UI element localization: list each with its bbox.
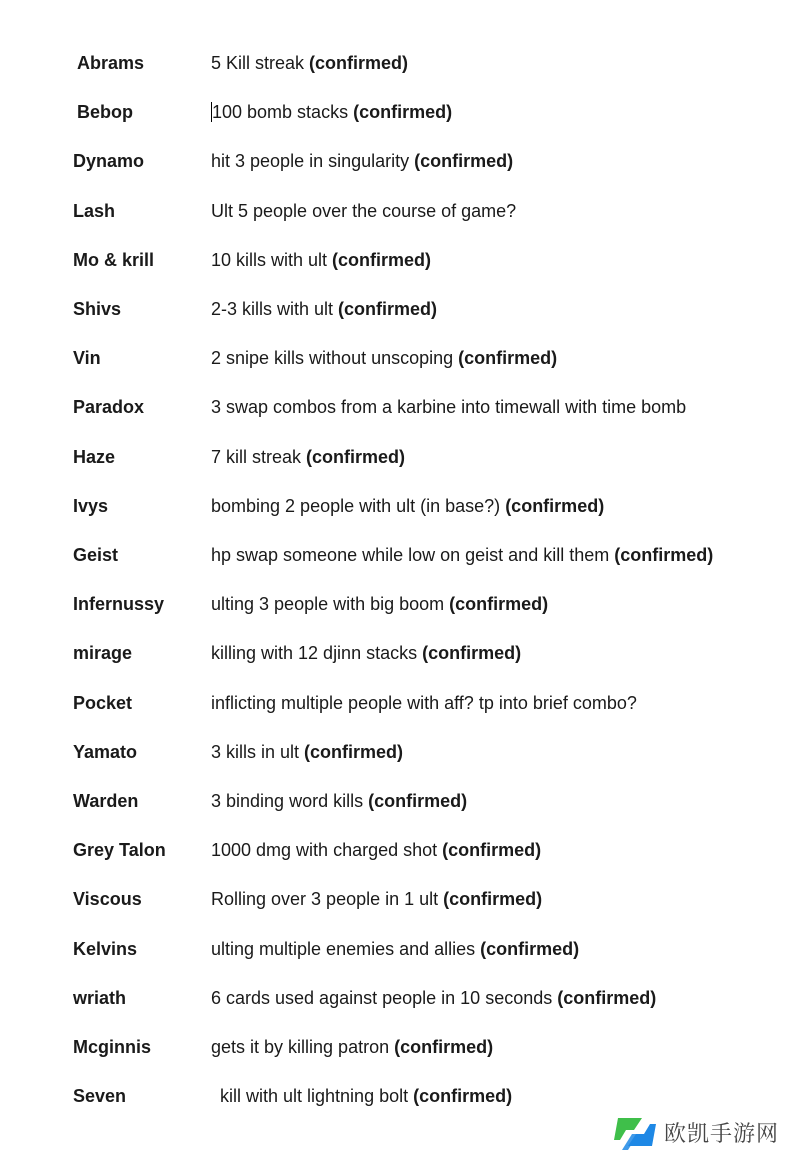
table-row: [0, 638, 800, 668]
table-row: [0, 294, 800, 324]
confirmed-label: (confirmed): [458, 348, 558, 368]
description-text: 3 binding word kills: [211, 791, 369, 811]
table-row: [0, 343, 800, 373]
table-row: [0, 786, 800, 816]
confirmed-label: (confirmed): [338, 299, 438, 319]
achievement-description: [211, 589, 548, 619]
table-row: [0, 884, 800, 914]
achievement-description: [211, 983, 656, 1013]
hero-name: Yamato: [73, 742, 138, 762]
confirmed-label: (confirmed): [505, 496, 605, 516]
description-text: 5 Kill streak: [211, 53, 310, 73]
table-row: [0, 737, 800, 767]
description-text: killing with 12 djinn stacks: [211, 643, 423, 663]
description-text: ulting 3 people with big boom: [211, 594, 450, 614]
hero-name: Dynamo: [73, 151, 145, 171]
description-text: 7 kill streak: [211, 447, 307, 467]
table-row: [0, 934, 800, 964]
confirmed-label: (confirmed): [413, 1086, 513, 1106]
table-row: [0, 688, 800, 718]
description-text: ulting multiple enemies and allies: [211, 939, 481, 959]
confirmed-label: (confirmed): [557, 988, 657, 1008]
table-row: [0, 442, 800, 472]
achievement-description: [211, 540, 713, 570]
hero-name: Ivys: [73, 496, 109, 516]
hero-name: Lash: [73, 201, 116, 221]
hero-name: Abrams: [77, 53, 145, 73]
confirmed-label: (confirmed): [442, 840, 542, 860]
confirmed-label: (confirmed): [353, 102, 453, 122]
description-text: inflicting multiple people with aff? tp into brief combo?: [211, 693, 637, 713]
description-text: 1000 dmg with charged shot: [211, 840, 443, 860]
achievement-description: [211, 737, 403, 767]
achievement-description: [211, 294, 437, 324]
description-text: kill with ult lightning bolt: [215, 1086, 414, 1106]
description-text: Rolling over 3 people in 1 ult: [211, 889, 444, 909]
confirmed-label: (confirmed): [306, 447, 406, 467]
description-text: hit 3 people in singularity: [211, 151, 415, 171]
achievement-description: [211, 1032, 493, 1062]
hero-name: Mcginnis: [73, 1037, 152, 1057]
table-row: [0, 196, 800, 226]
confirmed-label: (confirmed): [443, 889, 543, 909]
hero-name: Viscous: [73, 889, 142, 909]
hero-name: Pocket: [73, 693, 133, 713]
confirmed-label: (confirmed): [480, 939, 580, 959]
table-row: [0, 540, 800, 570]
hero-name: Vin: [73, 348, 101, 368]
hero-name: Infernussy: [73, 594, 165, 614]
achievement-description: [211, 638, 521, 668]
table-row: [0, 589, 800, 619]
description-text: 2 snipe kills without unscoping: [211, 348, 459, 368]
description-text: 3 kills in ult: [211, 742, 305, 762]
table-row: [0, 245, 800, 275]
watermark: [612, 1110, 794, 1154]
ok-brand-logo-icon: [612, 1110, 658, 1154]
achievement-description: [211, 97, 452, 127]
table-row: [0, 97, 800, 127]
confirmed-label: (confirmed): [309, 53, 409, 73]
description-text: 3 swap combos from a karbine into timewall with time bomb: [211, 397, 687, 417]
confirmed-label: (confirmed): [614, 545, 714, 565]
confirmed-label: (confirmed): [394, 1037, 494, 1057]
hero-name: Bebop: [77, 102, 133, 122]
hero-name: Mo & krill: [73, 250, 155, 270]
hero-name: Grey Talon: [73, 840, 166, 860]
table-row: [0, 1032, 800, 1062]
hero-name: Warden: [73, 791, 139, 811]
description-text: 10 kills with ult: [211, 250, 333, 270]
confirmed-label: (confirmed): [368, 791, 468, 811]
achievement-description: [211, 491, 604, 521]
hero-name: Geist: [73, 545, 119, 565]
table-row: [0, 491, 800, 521]
achievement-description: [211, 688, 637, 718]
achievement-description: [211, 392, 686, 422]
confirmed-label: (confirmed): [332, 250, 432, 270]
description-text: 100 bomb stacks: [212, 102, 354, 122]
description-text: 6 cards used against people in 10 seconds: [211, 988, 558, 1008]
achievement-description: [211, 934, 579, 964]
description-text: bombing 2 people with ult (in base?): [211, 496, 506, 516]
achievement-description: [211, 146, 513, 176]
hero-name: wriath: [73, 988, 127, 1008]
table-row: [0, 1081, 800, 1111]
hero-name: Seven: [73, 1086, 127, 1106]
achievement-description: [211, 786, 467, 816]
confirmed-label: (confirmed): [414, 151, 514, 171]
hero-name: Shivs: [73, 299, 122, 319]
achievement-description: [211, 196, 516, 226]
description-text: gets it by killing patron: [211, 1037, 395, 1057]
watermark-text: 欧凯手游网: [664, 1121, 780, 1147]
description-text: 2-3 kills with ult: [211, 299, 339, 319]
description-text: Ult 5 people over the course of game?: [211, 201, 517, 221]
confirmed-label: (confirmed): [422, 643, 522, 663]
table-row: [0, 835, 800, 865]
achievement-description: [215, 1081, 512, 1111]
table-row: [0, 146, 800, 176]
hero-name: Haze: [73, 447, 116, 467]
hero-name: Paradox: [73, 397, 145, 417]
table-row: [0, 983, 800, 1013]
hero-name: mirage: [73, 643, 133, 663]
achievement-description: [211, 48, 408, 78]
table-row: [0, 392, 800, 422]
description-text: hp swap someone while low on geist and kill them: [211, 545, 615, 565]
achievement-description: [211, 884, 542, 914]
achievement-description: [211, 343, 557, 373]
hero-name: Kelvins: [73, 939, 138, 959]
achievement-description: [211, 245, 431, 275]
achievement-description: [211, 442, 405, 472]
confirmed-label: (confirmed): [304, 742, 404, 762]
confirmed-label: (confirmed): [449, 594, 549, 614]
table-row: [0, 48, 800, 78]
achievement-description: [211, 835, 541, 865]
